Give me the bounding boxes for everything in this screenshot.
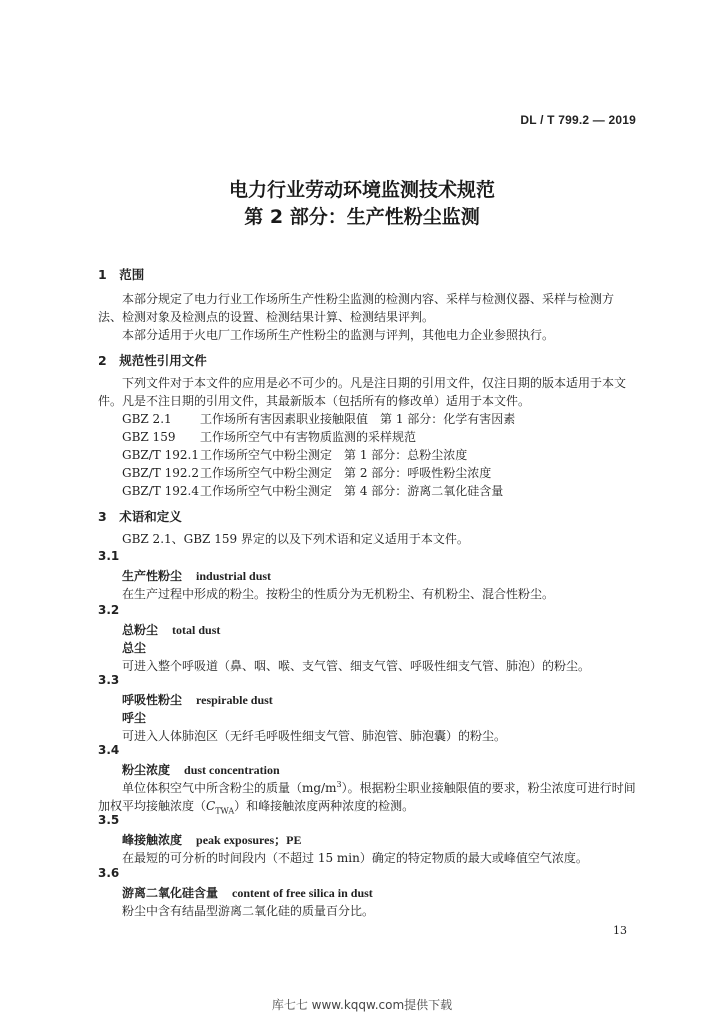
term-number: 3.3	[98, 673, 120, 687]
term-heading	[122, 831, 301, 848]
definition-text: 单位体积空气中所含粉尘的质量（mg/m	[122, 781, 337, 795]
term-number: 3.4	[98, 743, 120, 757]
reference-code: GBZ/T 192.4	[122, 484, 199, 498]
reference-item	[122, 410, 515, 427]
reference-title: 工作场所空气中粉尘测定 第 1 部分：总粉尘浓度	[200, 448, 468, 462]
term-number: 3.1	[98, 549, 120, 563]
reference-code: GBZ/T 192.2	[122, 466, 199, 480]
term-definition: 在生产过程中形成的粉尘。按粉尘的性质分为无机粉尘、有机粉尘、混合性粉尘。	[122, 587, 555, 601]
reference-code: GBZ/T 192.1	[122, 448, 199, 462]
term-heading	[122, 884, 373, 901]
term-heading	[122, 621, 220, 638]
term-en: industrial dust	[196, 569, 272, 583]
term-alias: 总尘	[122, 641, 147, 655]
term-number: 3.2	[98, 603, 120, 617]
term-cn: 峰接触浓度	[122, 833, 183, 847]
term-alias: 呼尘	[122, 711, 147, 725]
term-definition	[122, 779, 636, 796]
page-number: 13	[613, 924, 627, 937]
standard-number: DL / T 799.2 — 2019	[520, 113, 636, 127]
reference-item	[122, 464, 491, 481]
term-cn: 粉尘浓度	[122, 763, 171, 777]
term-cn: 生产性粉尘	[122, 569, 183, 583]
symbol: C	[206, 799, 216, 813]
term-definition-cont	[98, 797, 414, 815]
reference-item	[122, 428, 416, 445]
term-cn: 呼吸性粉尘	[122, 693, 183, 707]
section-2-heading: 2 规范性引用文件	[98, 353, 207, 368]
term-cn: 游离二氧化硅含量	[122, 886, 219, 900]
term-cn: 总粉尘	[122, 623, 159, 637]
term-definition: 可进入整个呼吸道（鼻、咽、喉、支气管、细支气管、呼吸性细支气管、肺泡）的粉尘。	[122, 659, 591, 673]
term-en: total dust	[172, 623, 221, 637]
term-definition: 可进入人体肺泡区（无纤毛呼吸性细支气管、肺泡管、肺泡囊）的粉尘。	[122, 729, 507, 743]
term-number: 3.5	[98, 813, 120, 827]
definition-text: ）和峰接触浓度两种浓度的检测。	[234, 799, 415, 813]
section-1-para1-line2: 法、检测对象及检测点的设置、检测结果计算、检测结果评判。	[98, 310, 435, 324]
section-3-intro: GBZ 2.1、GBZ 159 界定的以及下列术语和定义适用于本文件。	[122, 532, 469, 546]
reference-item	[122, 446, 467, 463]
section-1-para1-line1: 本部分规定了电力行业工作场所生产性粉尘监测的检测内容、采样与检测仪器、采样与检测方	[122, 292, 615, 306]
section-3-heading: 3 术语和定义	[98, 509, 182, 524]
term-en: respirable dust	[196, 693, 273, 707]
term-heading	[122, 761, 280, 778]
term-en: dust concentration	[184, 763, 280, 777]
definition-text: ）。根据粉尘职业接触限值的要求，粉尘浓度可进行时间	[341, 781, 636, 795]
reference-title: 工作场所空气中粉尘测定 第 4 部分：游离二氧化硅含量	[200, 484, 504, 498]
section-1-para2: 本部分适用于火电厂工作场所生产性粉尘的监测与评判，其他电力企业参照执行。	[122, 328, 555, 342]
term-heading	[122, 691, 273, 708]
subscript: TWA	[215, 806, 235, 816]
reference-item	[122, 482, 503, 499]
reference-title: 工作场所空气中有害物质监测的采样规范	[200, 430, 417, 444]
term-en: peak exposures；PE	[196, 833, 302, 847]
term-en: content of free silica in dust	[232, 886, 373, 900]
download-footer: 库七七 www.kqqw.com提供下载	[271, 998, 453, 1012]
section-1-heading: 1 范围	[98, 267, 145, 282]
definition-text: 加权平均接触浓度（	[98, 799, 207, 813]
term-definition: 粉尘中含有结晶型游离二氧化硅的质量百分比。	[122, 904, 375, 918]
reference-title: 工作场所空气中粉尘测定 第 2 部分：呼吸性粉尘浓度	[200, 466, 492, 480]
document-title: 电力行业劳动环境监测技术规范	[228, 179, 495, 201]
term-number: 3.6	[98, 866, 120, 880]
term-definition: 在最短的可分析的时间段内（不超过 15 min）确定的特定物质的最大或峰值空气浓度。	[122, 851, 588, 865]
section-2-para-line1: 下列文件对于本文件的应用是必不可少的。凡是注日期的引用文件，仅注日期的版本适用于本文	[122, 376, 627, 390]
term-heading	[122, 567, 271, 584]
reference-code: GBZ 2.1	[122, 412, 172, 426]
reference-title: 工作场所有害因素职业接触限值 第 1 部分：化学有害因素	[200, 412, 516, 426]
document-subtitle: 第 2 部分：生产性粉尘监测	[244, 206, 480, 228]
superscript: 3	[336, 780, 342, 789]
section-2-para-line2: 件。凡是不注日期的引用文件，其最新版本（包括所有的修改单）适用于本文件。	[98, 394, 531, 408]
reference-code: GBZ 159	[122, 430, 176, 444]
